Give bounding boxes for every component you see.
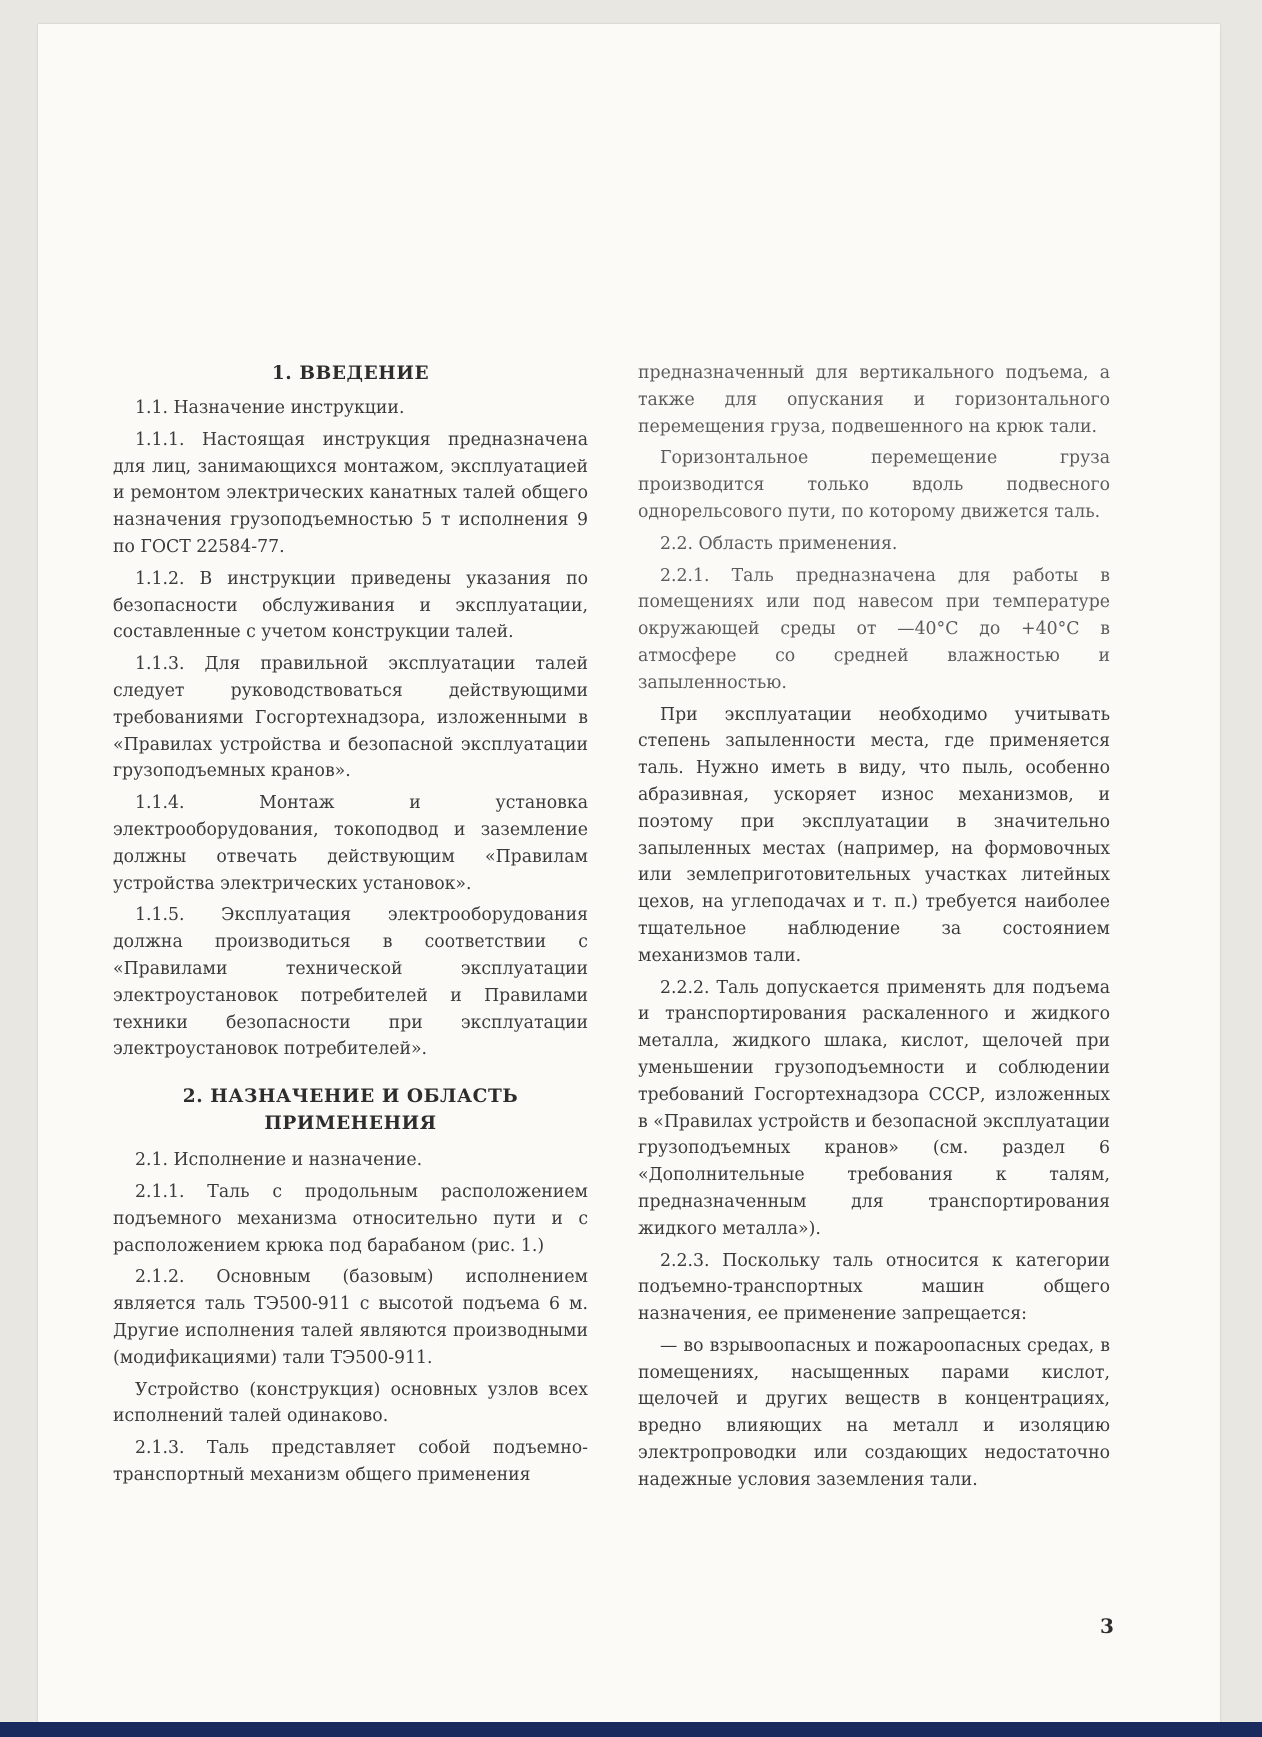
section-heading-introduction: 1. ВВЕДЕНИЕ (271, 363, 430, 384)
paragraph: 1.1.4. Монтаж и установка электрооборудования, токоподвод и заземление должны отвечать действующим «Правилам устройства электрических установок». (113, 793, 588, 894)
paragraph: предназначенный для вертикального подъема, а также для опускания и горизонтального перемещения груза, подвешенного на крюк тали. (638, 363, 1110, 437)
paragraph: 1.1. Назначение инструкции. (135, 398, 405, 418)
paragraph: 2.1.1. Таль с продольным расположением подъемного механизма относительно пути и с расположением крюка под барабаном (рис. 1.) (113, 1181, 588, 1256)
paragraph: 1.1.1. Настоящая инструкция предназначена для лиц, занимающихся монтажом, эксплуатацией и ремонтом электрических канатных талей общего назначения грузоподъемностью 5 т исполнения 9 по ГОСТ 22584-77. (113, 429, 588, 557)
section-heading-purpose-line-2: ПРИМЕНЕНИЯ (264, 1113, 437, 1135)
paragraph: 1.1.5. Эксплуатация электрооборудования должна производиться в соответствии с «Правилами технической эксплуатации электроустановок потребителей и Правилами техники безопасности при эксплуатации электроустановок потребителей». (113, 905, 588, 1060)
paragraph: 2.2.1. Таль предназначена для работы в помещениях или под навесом при температуре окружающей среды от —40°С до +40°С в атмосфере со средней влажностью и запыленностью. (638, 565, 1110, 693)
paragraph: Устройство (конструкция) основных узлов всех исполнений талей одинаково. (113, 1379, 588, 1427)
right-column (638, 360, 1110, 1499)
paragraph: 2.2.2. Таль допускается применять для подъема и транспортирования раскаленного и жидкого металла, жидкого шлака, кислот, щелочей при уменьшении грузоподъемности и соблюдении требований Госгортехнадзора СССР, изложенных в «Правилах устройств и безопасной эксплуатации грузоподъемных кранов» (см. раздел 6 «Дополнительные требования к талям, предназначенным для транспортирования жидкого металла»). (638, 977, 1110, 1239)
left-column (113, 360, 588, 1494)
paragraph: 1.1.3. Для правильной эксплуатации талей следует руководствоваться действующими требованиями Госгортехнадзора, изложенными в «Правилах устройства и безопасной эксплуатации грузоподъемных кранов». (113, 654, 588, 782)
paragraph: 1.1.2. В инструкции приведены указания по безопасности обслуживания и эксплуатации, составленные с учетом конструкции талей. (113, 568, 588, 643)
paragraph: — во взрывоопасных и пожароопасных средах, в помещениях, насыщенных парами кислот, щелочей и других веществ в концентрациях, вредно влияющих на металл и изоляцию электропроводки или создающих недостаточно надежные условия заземления тали. (638, 1335, 1110, 1490)
paragraph: При эксплуатации необходимо учитывать степень запыленности места, где применяется таль. Нужно иметь в виду, что пыль, особенно абразивная, ускоряет износ механизмов, и поэтому при эксплуатации в значительно запыленных местах (например, на формовочных или землеприготовительных участках литейных цехов, на углеподачах и т. п.) требуется наиболее тщательное наблюдение за состоянием механизмов тали. (638, 704, 1110, 966)
paragraph: 2.1. Исполнение и назначение. (135, 1150, 423, 1171)
paragraph: 2.1.3. Таль представляет собой подъемно-транспортный механизм общего применения (113, 1438, 588, 1485)
paragraph: 2.1.2. Основным (базовым) исполнением является таль ТЭ500-911 с высотой подъема 6 м. Другие исполнения талей являются производными (модификациями) тали ТЭ500-911. (113, 1267, 588, 1368)
paragraph: 2.2. Область применения. (660, 533, 898, 554)
scan-bottom-edge (0, 1722, 1262, 1737)
page-number: 3 (1100, 1614, 1114, 1638)
section-heading-purpose-line-1: 2. НАЗНАЧЕНИЕ И ОБЛАСТЬ (182, 1086, 519, 1108)
paragraph: Горизонтальное перемещение груза производится только вдоль подвесного однорельсового пути, по которому движется таль. (638, 448, 1110, 522)
paragraph: 2.2.3. Поскольку таль относится к категории подъемно-транспортных машин общего назначения, ее применение запрещается: (638, 1250, 1110, 1325)
section-heading-purpose (113, 1083, 588, 1137)
